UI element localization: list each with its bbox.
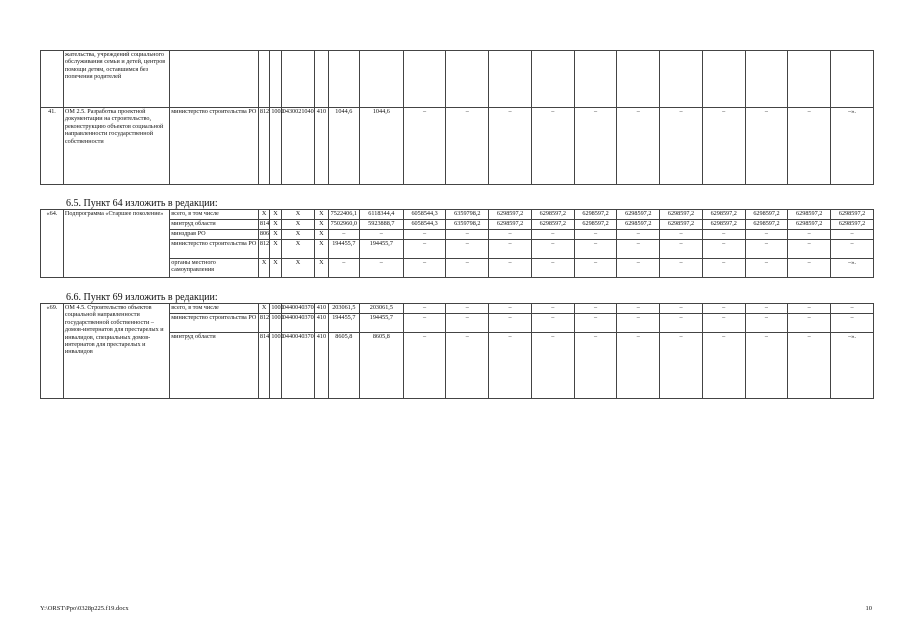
value-cell: – [745, 259, 788, 278]
measure-name-cell: Подпрограмма «Старшее поколение» [63, 210, 169, 278]
value-cell: – [660, 230, 703, 240]
code-cell: Х [281, 220, 314, 230]
value-cell: – [617, 240, 660, 259]
value-cell: – [531, 259, 574, 278]
code-cell: Х [281, 230, 314, 240]
value-cell: – [489, 240, 532, 259]
value-cell: – [403, 333, 446, 399]
value-cell: – [831, 230, 874, 240]
value-cell: 6298597,2 [531, 220, 574, 230]
table-row-41 [41, 108, 874, 185]
value-cell: 6298597,2 [489, 220, 532, 230]
value-cell: 203061,5 [328, 304, 359, 314]
code-cell: Х [258, 210, 269, 220]
value-cell: 6298597,2 [574, 210, 617, 220]
value-cell: – [403, 108, 446, 185]
value-cell: – [745, 108, 788, 185]
value-cell: –». [831, 333, 874, 399]
value-cell: – [788, 304, 831, 314]
value-cell: – [489, 108, 532, 185]
code-cell: Х [315, 230, 329, 240]
row-number-cell [41, 51, 64, 108]
value-cell: – [531, 314, 574, 333]
value-cell: 6359798,2 [446, 220, 489, 230]
measure-name-cell: ОМ 2.5. Разработка проектной документации на строительство, реконструкцию объектов социальной направленности государственной собственности [63, 108, 169, 185]
value-cell: – [446, 304, 489, 314]
value-cell: – [446, 240, 489, 259]
value-cell: – [702, 108, 745, 185]
value-cell: – [446, 333, 489, 399]
code-cell: Х [270, 240, 281, 259]
row-number-cell: 41. [41, 108, 64, 185]
value-cell: – [745, 240, 788, 259]
value-cell: – [574, 230, 617, 240]
value-cell: – [617, 259, 660, 278]
value-cell: – [574, 314, 617, 333]
executor-cell: минздрав РО [170, 230, 259, 240]
executor-cell: всего, в том числе [170, 210, 259, 220]
value-cell: – [788, 259, 831, 278]
code-cell: 0430021040 [281, 108, 314, 185]
executor-cell: минтруд области [170, 220, 259, 230]
value-cell: – [489, 304, 532, 314]
value-cell: – [403, 314, 446, 333]
value-cell: 1044,6 [328, 108, 359, 185]
value-cell: 6298597,2 [788, 220, 831, 230]
executor-cell [170, 51, 259, 108]
executor-cell: министерство строительства РО [170, 314, 259, 333]
code-cell: Х [270, 259, 281, 278]
footer-file-path: Y:\ORST\Ppo\0328p225.f19.docx [40, 605, 129, 612]
value-cell: 6298597,2 [660, 210, 703, 220]
value-cell: – [574, 108, 617, 185]
value-cell: 6298597,2 [531, 210, 574, 220]
value-cell: 6298597,2 [831, 220, 874, 230]
code-cell: 814 [258, 220, 269, 230]
section-heading-6-5: 6.5. Пункт 64 изложить в редакции: [66, 198, 218, 209]
code-cell: Х [270, 230, 281, 240]
value-cell: – [745, 230, 788, 240]
table-row-continuation [41, 51, 874, 108]
value-cell: – [489, 314, 532, 333]
code-cell: 1002 [270, 333, 281, 399]
value-cell: – [831, 304, 874, 314]
code-cell: Х [315, 210, 329, 220]
code-cell: Х [258, 304, 269, 314]
value-cell: – [617, 304, 660, 314]
value-cell: – [617, 108, 660, 185]
code-cell: 1002 [270, 314, 281, 333]
code-cell: Х [270, 220, 281, 230]
value-cell: 6298597,2 [788, 210, 831, 220]
value-cell: – [831, 314, 874, 333]
value-cell: 6298597,2 [489, 210, 532, 220]
value-cell: – [702, 314, 745, 333]
code-cell: 812 [258, 108, 269, 185]
value-cell: – [788, 333, 831, 399]
value-cell: – [660, 304, 703, 314]
value-cell: – [531, 304, 574, 314]
value-cell: 194455,7 [359, 314, 403, 333]
value-cell: – [745, 314, 788, 333]
value-cell: – [403, 230, 446, 240]
program-table-row41 [40, 50, 874, 185]
code-cell: 0440040370 [281, 314, 314, 333]
value-cell: – [531, 240, 574, 259]
value-cell: – [446, 314, 489, 333]
program-table-item64 [40, 209, 874, 278]
value-cell: – [745, 333, 788, 399]
code-cell: Х [281, 240, 314, 259]
value-cell: – [660, 240, 703, 259]
value-cell: – [788, 314, 831, 333]
value-cell: 7522406,1 [328, 210, 359, 220]
value-cell: 1044,6 [359, 108, 403, 185]
executor-cell: органы местного самоуправления [170, 259, 259, 278]
code-cell: 814 [258, 333, 269, 399]
code-cell: 812 [258, 314, 269, 333]
value-cell: – [745, 304, 788, 314]
program-table-item69 [40, 303, 874, 399]
executor-cell: министерство строительства РО [170, 108, 259, 185]
value-cell: 6298597,2 [574, 220, 617, 230]
value-cell: – [702, 333, 745, 399]
value-cell: – [359, 230, 403, 240]
value-cell: – [574, 304, 617, 314]
value-cell: – [617, 314, 660, 333]
value-cell: 6298597,2 [745, 210, 788, 220]
code-cell: 410 [315, 304, 329, 314]
value-cell: – [574, 333, 617, 399]
code-cell: Х [315, 240, 329, 259]
section-heading-6-6: 6.6. Пункт 69 изложить в редакции: [66, 292, 218, 303]
value-cell: – [328, 230, 359, 240]
table-row [41, 304, 874, 314]
value-cell: 194455,7 [328, 240, 359, 259]
value-cell: 6298597,2 [617, 220, 660, 230]
value-cell: – [574, 240, 617, 259]
code-cell: 410 [315, 314, 329, 333]
value-cell: – [403, 259, 446, 278]
value-cell: – [660, 314, 703, 333]
code-cell: 0440040370 [281, 333, 314, 399]
executor-cell: всего, в том числе [170, 304, 259, 314]
value-cell: – [788, 108, 831, 185]
value-cell: –». [831, 259, 874, 278]
value-cell: 6298597,2 [702, 220, 745, 230]
value-cell: 6298597,2 [617, 210, 660, 220]
value-cell: – [702, 304, 745, 314]
value-cell: – [446, 230, 489, 240]
value-cell: – [574, 259, 617, 278]
value-cell: 8605,8 [359, 333, 403, 399]
executor-cell: министерство строительства РО [170, 240, 259, 259]
code-cell: 1002 [270, 108, 281, 185]
value-cell: – [660, 259, 703, 278]
value-cell: 5923888,7 [359, 220, 403, 230]
value-cell: – [446, 259, 489, 278]
value-cell: – [702, 259, 745, 278]
value-cell: – [531, 108, 574, 185]
row-number-cell: «69. [41, 304, 64, 399]
code-cell: 0440040370 [281, 304, 314, 314]
code-cell: Х [315, 220, 329, 230]
code-cell: Х [315, 259, 329, 278]
value-cell: –». [831, 108, 874, 185]
code-cell: 806 [258, 230, 269, 240]
value-cell: – [660, 333, 703, 399]
value-cell: – [617, 333, 660, 399]
value-cell: – [489, 333, 532, 399]
value-cell: 194455,7 [359, 240, 403, 259]
value-cell: 8605,8 [328, 333, 359, 399]
page-number: 10 [865, 605, 872, 612]
code-cell: Х [258, 259, 269, 278]
value-cell: – [831, 240, 874, 259]
value-cell: 6298597,2 [745, 220, 788, 230]
value-cell: – [446, 108, 489, 185]
value-cell: – [702, 240, 745, 259]
value-cell: 6298597,2 [660, 220, 703, 230]
value-cell: – [531, 333, 574, 399]
value-cell: 7502960,0 [328, 220, 359, 230]
value-cell: – [788, 240, 831, 259]
row-number-cell: «64. [41, 210, 64, 278]
value-cell: 6298597,2 [702, 210, 745, 220]
table-row [41, 210, 874, 220]
value-cell: – [403, 304, 446, 314]
code-cell: 1002 [270, 304, 281, 314]
value-cell: – [660, 108, 703, 185]
value-cell: 194455,7 [328, 314, 359, 333]
measure-name-cell: ОМ 4.5. Строительство объектов социальной направленности государственной собственности – домов-интернатов для престарелых и инвалидов, специальных домов-интернатов для престарелых и инвалидов [63, 304, 169, 399]
value-cell: – [702, 230, 745, 240]
code-cell: 812 [258, 240, 269, 259]
value-cell: 6359798,2 [446, 210, 489, 220]
code-cell: 410 [315, 108, 329, 185]
value-cell: – [788, 230, 831, 240]
value-cell: 203061,5 [359, 304, 403, 314]
value-cell: 6118344,4 [359, 210, 403, 220]
code-cell: Х [281, 259, 314, 278]
value-cell: 6058544,3 [403, 220, 446, 230]
value-cell: – [489, 230, 532, 240]
value-cell: 6058544,3 [403, 210, 446, 220]
code-cell: Х [281, 210, 314, 220]
value-cell: – [617, 230, 660, 240]
value-cell: – [403, 240, 446, 259]
code-cell: Х [270, 210, 281, 220]
value-cell: – [531, 230, 574, 240]
measure-name-cell: жательства, учреждений социального обслуживания семьи и детей, центров помощи детям, оставшимся без попечения родителей [63, 51, 169, 108]
executor-cell: минтруд области [170, 333, 259, 399]
value-cell: – [328, 259, 359, 278]
value-cell: – [359, 259, 403, 278]
code-cell: 410 [315, 333, 329, 399]
value-cell: – [489, 259, 532, 278]
value-cell: 6298597,2 [831, 210, 874, 220]
